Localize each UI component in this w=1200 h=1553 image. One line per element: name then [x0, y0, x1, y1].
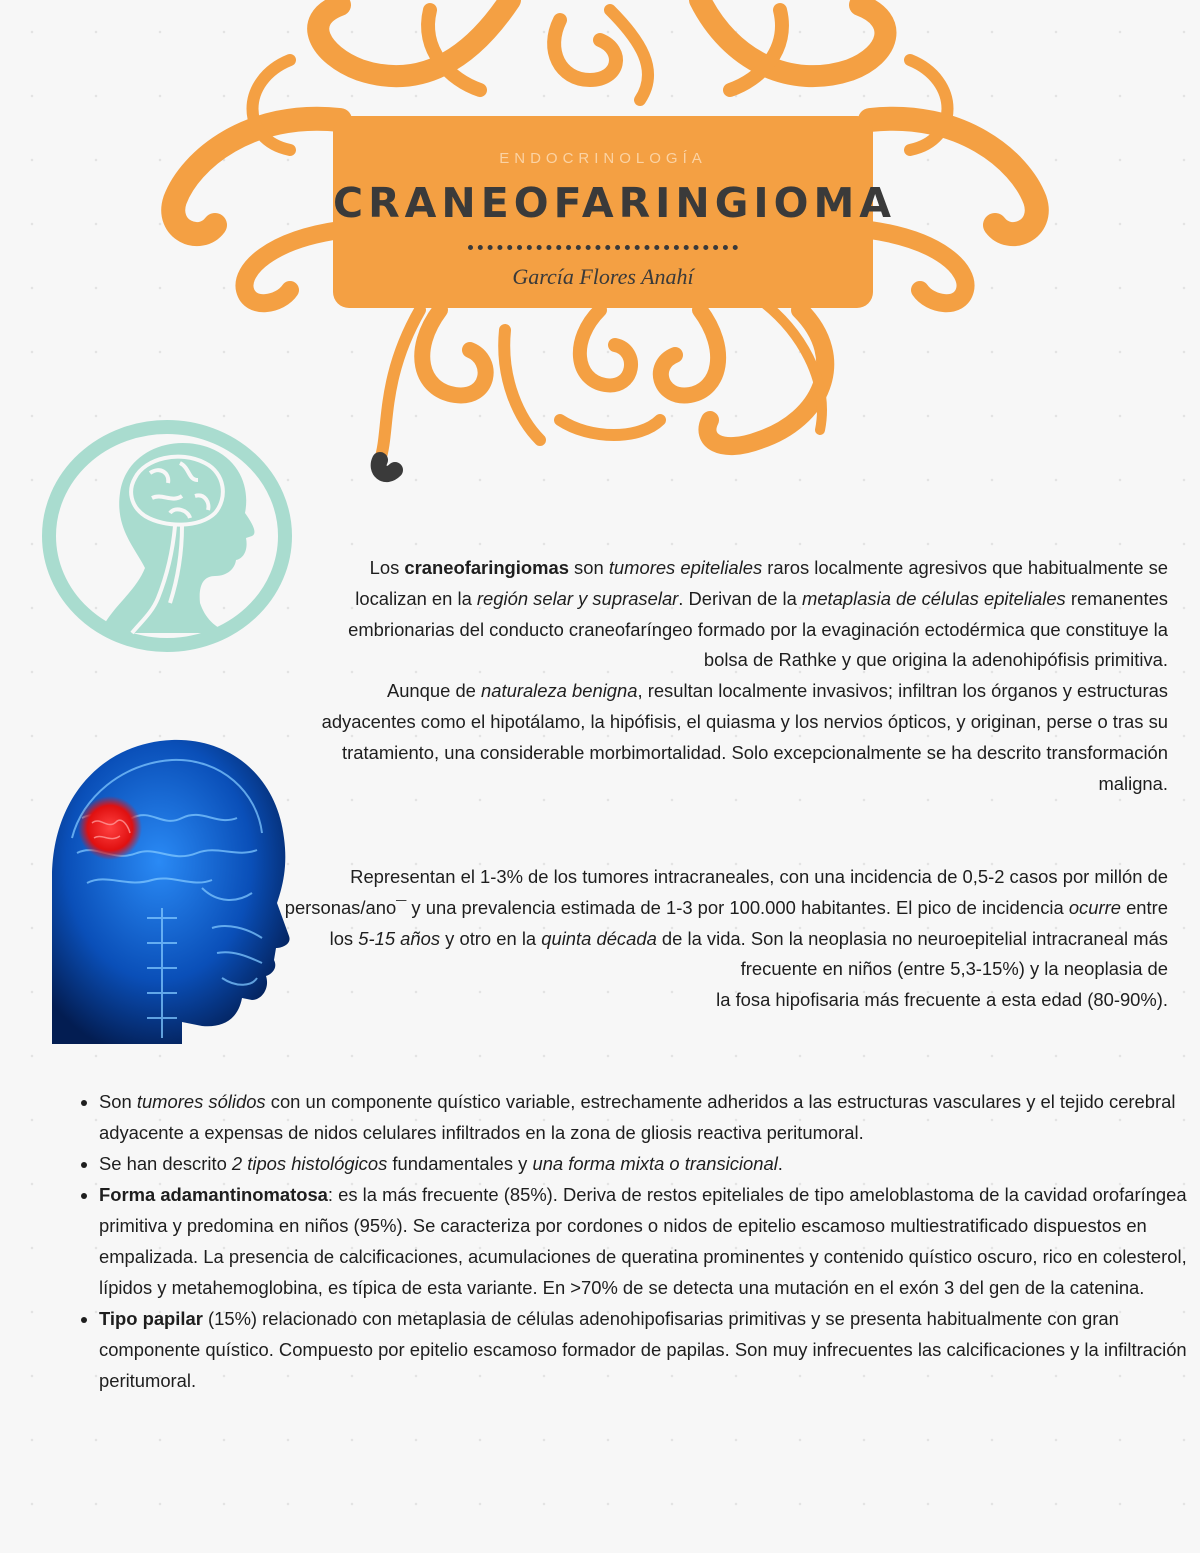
text-run: Son	[99, 1091, 137, 1112]
list-item	[99, 1303, 1200, 1396]
term-italic: 2 tipos histológicos	[231, 1153, 388, 1174]
author-name: García Flores Anahí	[512, 264, 694, 289]
page-title: CRANEOFARINGIOMA	[333, 179, 897, 227]
intro-paragraph	[300, 553, 1168, 799]
text-run: Se han descrito	[99, 1153, 232, 1174]
text-run: raros localmente agresivos que habitualmente se localizan en la	[355, 557, 1168, 609]
list-item	[99, 1179, 1200, 1303]
text-run: fundamentales y	[387, 1153, 533, 1174]
text-run: .	[777, 1153, 783, 1174]
text-run: Aunque de	[386, 680, 482, 702]
term-italic: tumores epiteliales	[608, 557, 763, 578]
term-italic: 5-15 años	[358, 927, 441, 949]
text-run: de la vida. Son la neoplasia no neuroepitelial intracraneal más frecuente en niños (entre 5,3-15%) y la neoplasia de	[656, 927, 1168, 980]
term-italic: tumores sólidos	[136, 1091, 266, 1112]
list-item	[99, 1148, 1200, 1179]
text-run: son	[568, 557, 609, 578]
text-run: , resultan localmente invasivos; infiltran los órganos y estructuras adyacentes como el hipotálamo, la hipófisis, el quiasma y los nervios ópticos, y originan, perse o tras su tratamiento, una considerable morbimortalidad. Solo excepcionalmente se ha descrito transformación maligna.	[321, 680, 1168, 794]
text-run: : es la más frecuente (85%). Deriva de restos epiteliales de tipo ameloblastoma de la cavidad orofaríngea primitiva y predomina en niños (95%). Se caracteriza por cordones o nidos de epitelio escamoso multiestratificado dispuestos en empalizada. La presencia de calcificaciones, acumulaciones de queratina prominentes y contenido quístico oscuro, rico en colesterol, lípidos y metahemoglobina, es típica de esta variante. En >70% de se detecta una mutación en el exón 3 del gen de la catenina.	[99, 1184, 1187, 1298]
text-run: la fosa hipofisaria más frecuente a esta edad (80-90%).	[716, 989, 1168, 1011]
text-run: . Derivan de la	[678, 587, 802, 609]
xray-head-illustration	[52, 738, 292, 1046]
title-divider	[468, 245, 738, 250]
list-item	[99, 1086, 1200, 1148]
text-run: y otro en la	[440, 927, 542, 949]
text-run: con un componente quístico variable, estrechamente adheridos a las estructuras vasculares y el tejido cerebral adyacente a expensas de nidos celulares infiltrados en la zona de gliosis reactiva peritumoral.	[99, 1091, 1176, 1143]
term-bold: craneofaringiomas	[404, 557, 569, 578]
term-italic: región selar y supraselar	[476, 587, 679, 609]
text-run: remanentes embrionarias del conducto craneofaríngeo formado por la evaginación ectodérmica que constituye la bolsa de Rathke y que origina la adenohipófisis primitiva.	[348, 587, 1168, 671]
characteristics-list	[55, 1086, 1200, 1396]
section-kicker: ENDOCRINOLOGÍA	[499, 150, 707, 167]
term-italic: metaplasia de células epiteliales	[802, 587, 1066, 609]
text-run: Representan el 1-3% de los tumores intracraneales, con una incidencia de 0,5-2 casos por millón de personas/ano¯ y una prevalencia estimada de 1-3 por 100.000 habitantes. El pico de incidencia	[284, 866, 1168, 918]
title-banner	[333, 116, 897, 308]
term-italic: quinta década	[541, 927, 657, 949]
text-run: Los	[369, 557, 405, 578]
text-run: (15%) relacionado con metaplasia de células adenohipofisarias primitivas y se presenta habitualmente con gran componente quístico. Compuesto por epitelio escamoso formador de papilas. Son muy infrecuentes las calcificaciones y la infiltración peritumoral.	[99, 1308, 1187, 1391]
term-bold: Forma adamantinomatosa	[99, 1184, 328, 1205]
term-italic: una forma mixta o transicional	[532, 1153, 778, 1174]
text-run: entre los	[329, 896, 1168, 949]
term-italic: naturaleza benigna	[481, 680, 638, 702]
term-italic: ocurre	[1068, 896, 1121, 918]
term-bold: Tipo papilar	[99, 1308, 203, 1329]
brain-profile-icon	[40, 418, 294, 654]
epidemiology-paragraph	[280, 862, 1168, 1016]
